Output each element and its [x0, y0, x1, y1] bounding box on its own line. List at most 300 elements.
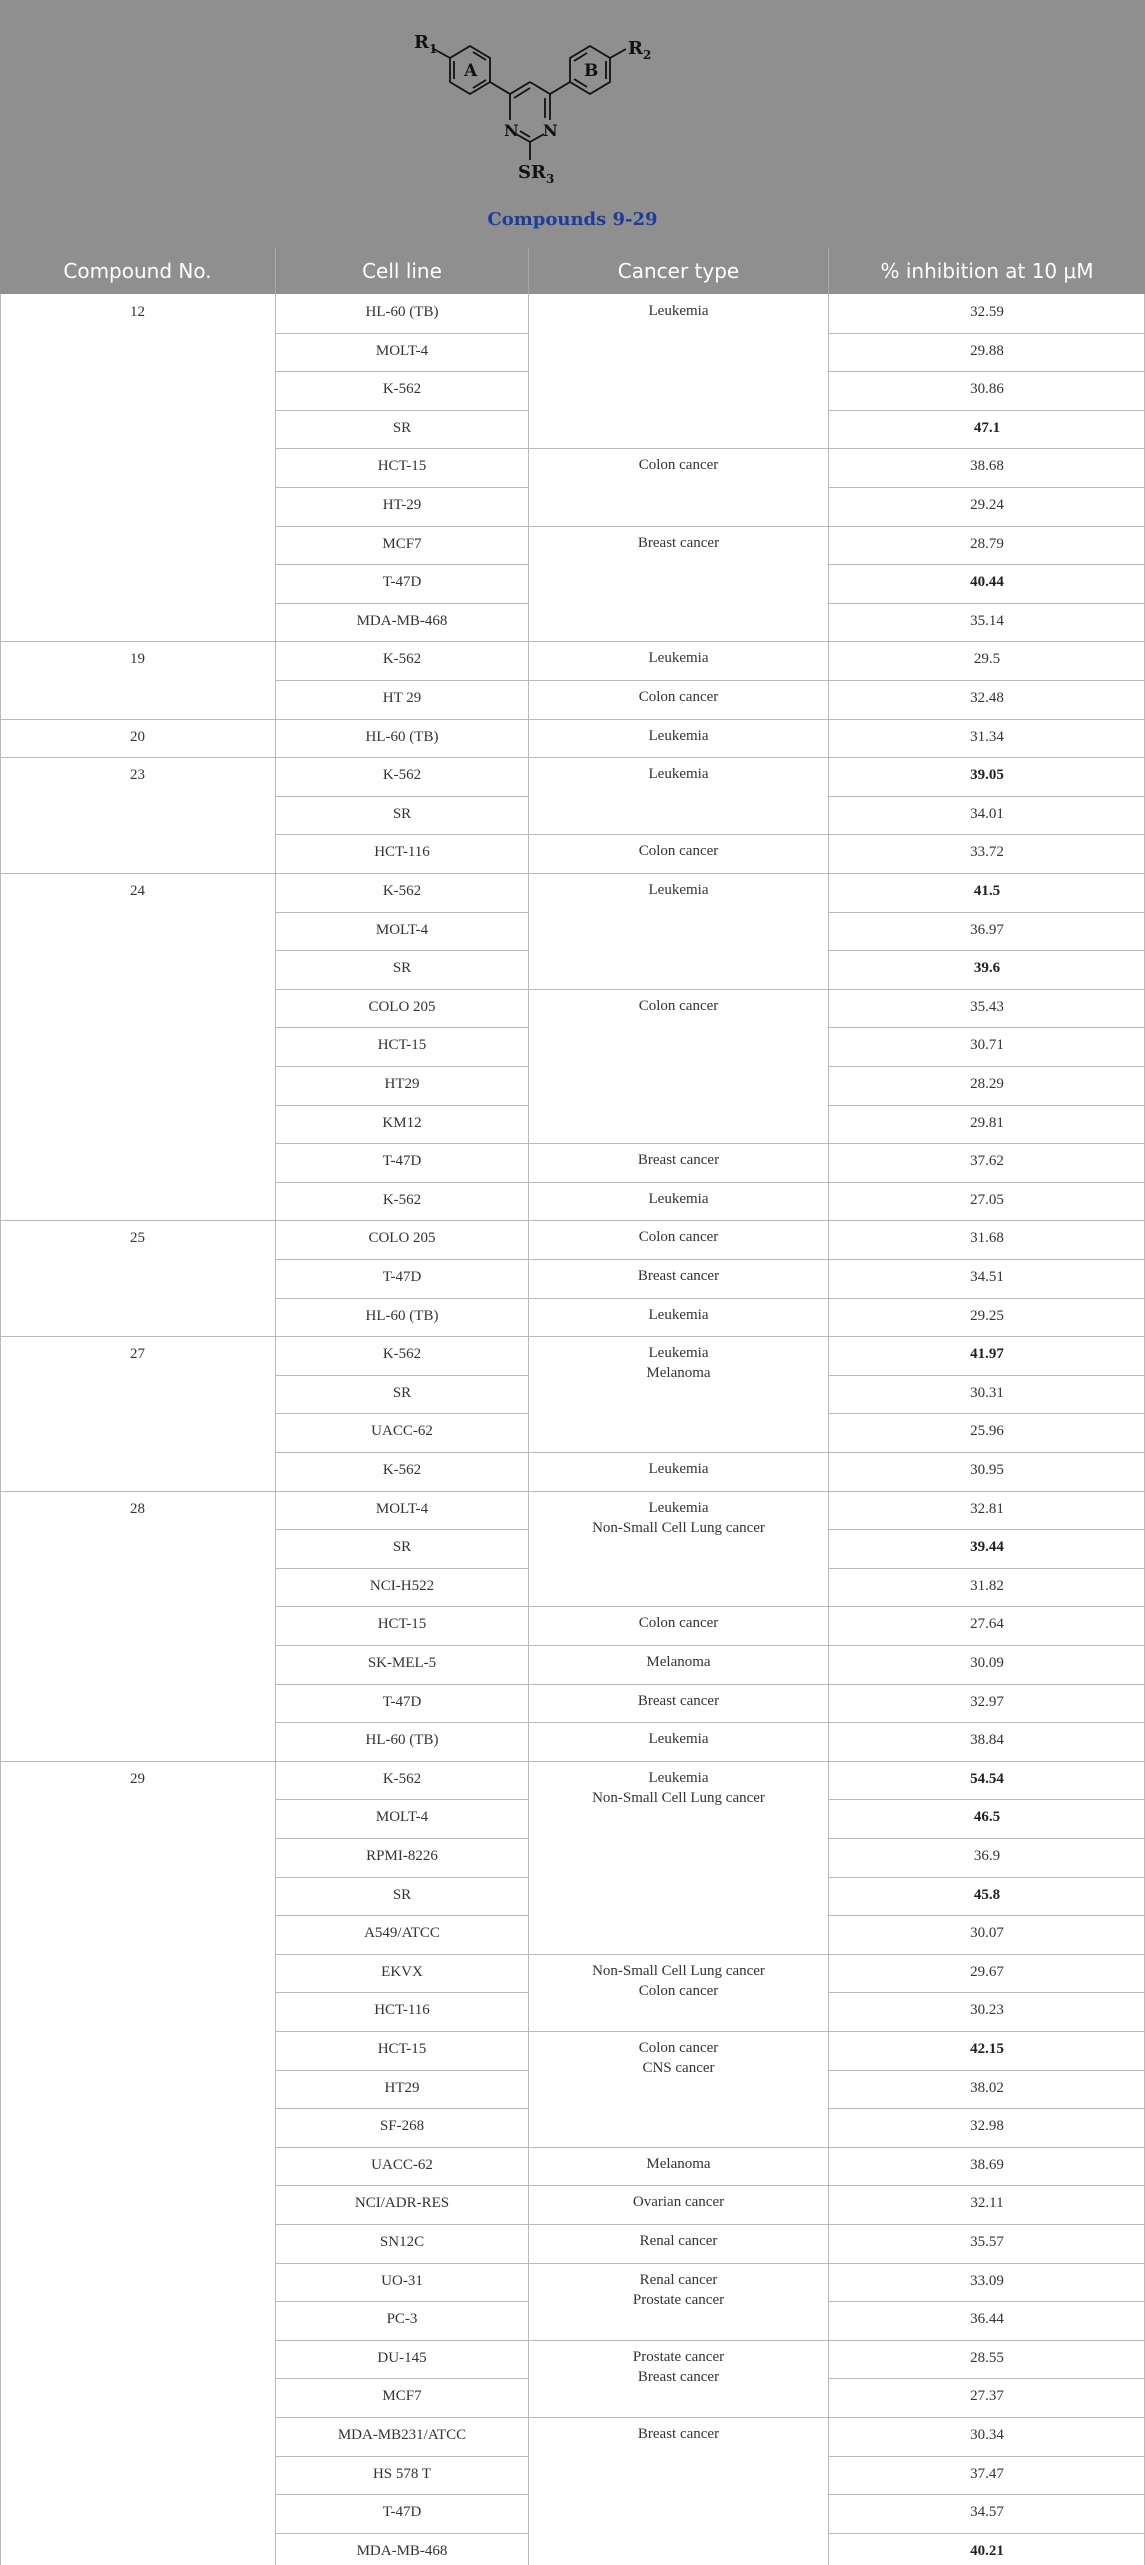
- cell-line: EKVX: [381, 1963, 423, 1980]
- compounds-caption: Compounds 9-29: [487, 209, 658, 230]
- n-left-label: N: [504, 121, 519, 140]
- cell-line: UO-31: [381, 2272, 423, 2289]
- inhibition-value: 29.25: [970, 1307, 1004, 1324]
- grid-line: [276, 796, 528, 797]
- cell-line: T-47D: [382, 2504, 422, 2521]
- grid-line: [829, 1105, 1145, 1106]
- inhibition-value: 32.98: [970, 2118, 1004, 2135]
- cell-line: HL-60 (TB): [365, 728, 439, 745]
- compound-number: 19: [130, 651, 145, 668]
- grid-line: [829, 796, 1145, 797]
- sr3-label: $SR_3$: [518, 162, 555, 186]
- grid-line: [829, 1027, 1145, 1028]
- grid-line: [276, 989, 528, 990]
- inhibition-value: 28.55: [970, 2349, 1004, 2366]
- grid-line: [529, 2417, 828, 2418]
- grid-line: [529, 680, 828, 681]
- grid-line: [829, 1529, 1145, 1530]
- inhibition-value: 36.97: [970, 921, 1004, 938]
- grid-line: [829, 1838, 1145, 1839]
- grid-line: [829, 1684, 1145, 1685]
- header-cell-line: Cell line: [362, 259, 442, 283]
- table-header-row: [0, 248, 1145, 294]
- cancer-type: Colon cancer: [638, 1982, 719, 1999]
- inhibition-value: 31.68: [970, 1230, 1004, 1247]
- cancer-type: Leukemia: [648, 882, 709, 898]
- grid-line: [529, 1954, 828, 1955]
- grid-line: [276, 333, 528, 334]
- cancer-type: Breast cancer: [637, 1692, 720, 1709]
- cell-line: HL-60 (TB): [365, 1307, 439, 1324]
- inhibition-value: 32.97: [970, 1693, 1004, 1710]
- grid-line: [276, 487, 528, 488]
- inhibition-value: 32.59: [970, 304, 1004, 320]
- grid-line: [529, 989, 828, 990]
- grid-line: [529, 526, 828, 527]
- inhibition-value: 41.5: [973, 883, 1001, 899]
- grid-line: [0, 1220, 1145, 1221]
- grid-line: [829, 1606, 1145, 1607]
- grid-line: [529, 2031, 828, 2032]
- grid-line: [829, 2417, 1145, 2418]
- cancer-type: Renal cancer: [639, 2271, 718, 2288]
- ring-b-label: B: [584, 61, 599, 81]
- grid-line: [276, 1954, 528, 1955]
- cell-line: SF-268: [379, 2118, 425, 2135]
- inhibition-value: 27.05: [970, 1191, 1004, 1208]
- inhibition-value: 47.1: [973, 419, 1001, 436]
- cancer-type: Non-Small Cell Lung cancer: [592, 1519, 765, 1536]
- grid-line: [829, 2263, 1145, 2264]
- inhibition-value: 30.09: [970, 1655, 1004, 1671]
- inhibition-value: 29.5: [973, 651, 1001, 668]
- grid-line: [0, 719, 1145, 720]
- cell-line: UACC-62: [371, 2156, 433, 2173]
- grid-line: [276, 448, 528, 449]
- compound-number: 29: [130, 1770, 145, 1787]
- grid-line: [829, 2340, 1145, 2341]
- inhibition-value: 38.69: [970, 2156, 1004, 2173]
- cancer-type: Renal cancer: [639, 2233, 718, 2249]
- cell-line: HT-29: [382, 497, 422, 513]
- grid-line: [276, 680, 528, 681]
- compound-number: 25: [130, 1230, 145, 1247]
- grid-line: [529, 1452, 828, 1453]
- cancer-type: Leukemia: [648, 650, 709, 667]
- cell-line: NCI-H522: [369, 1577, 435, 1594]
- compound-number: 28: [130, 1500, 145, 1517]
- cancer-type: Colon cancer: [638, 1615, 719, 1632]
- cell-line: HCT-116: [374, 2002, 430, 2019]
- cell-line: T-47D: [382, 574, 422, 591]
- inhibition-value: 38.84: [970, 1732, 1004, 1749]
- grid-line: [276, 1838, 528, 1839]
- grid-line: [529, 448, 828, 449]
- grid-line: [276, 526, 528, 527]
- inhibition-value: 32.48: [970, 690, 1004, 706]
- grid-line: [276, 1027, 528, 1028]
- inhibition-value: 40.21: [970, 2542, 1004, 2559]
- cell-line: HCT-15: [377, 458, 427, 475]
- cancer-type: Leukemia: [648, 303, 709, 319]
- cell-line: MOLT-4: [375, 1500, 429, 1517]
- cell-line: A549/ATCC: [364, 1925, 440, 1942]
- grid-line: [829, 1799, 1145, 1800]
- cancer-type: Breast cancer: [637, 1268, 720, 1284]
- cancer-type: Leukemia: [648, 1731, 709, 1748]
- grid-line: [529, 2340, 828, 2341]
- cell-line: K-562: [382, 1770, 422, 1787]
- grid-line: [829, 1992, 1145, 1993]
- cell-line: MOLT-4: [375, 921, 429, 938]
- grid-line: [829, 1413, 1145, 1414]
- grid-line: [529, 1298, 828, 1299]
- cancer-type: Colon cancer: [638, 457, 719, 474]
- cell-line: COLO 205: [368, 1230, 436, 1247]
- inhibition-value: 41.97: [970, 1346, 1004, 1363]
- grid-line: [829, 1298, 1145, 1299]
- cell-line: T-47D: [382, 1153, 422, 1170]
- cell-line: DU-145: [377, 2349, 427, 2366]
- grid-line: [276, 950, 528, 951]
- inhibition-value: 29.67: [970, 1963, 1004, 1980]
- cell-line: HL-60 (TB): [365, 1732, 439, 1749]
- cancer-type: Breast cancer: [637, 2368, 720, 2385]
- cancer-type: Melanoma: [646, 1365, 711, 1382]
- cell-line: HT 29: [382, 690, 422, 706]
- cell-line: SN12C: [379, 2234, 425, 2250]
- cancer-type: Non-Small Cell Lung cancer: [592, 1789, 765, 1806]
- inhibition-value: 36.9: [973, 1848, 1001, 1864]
- cancer-type: Prostate cancer: [632, 2348, 725, 2365]
- grid-line: [528, 294, 529, 2565]
- grid-line: [276, 1915, 528, 1916]
- grid-line: [829, 603, 1145, 604]
- grid-line: [276, 2070, 528, 2071]
- cell-line: HCT-15: [377, 1037, 427, 1054]
- grid-line: [829, 834, 1145, 835]
- grid-line: [529, 1684, 828, 1685]
- cell-line: HCT-15: [377, 1616, 427, 1633]
- cell-line: SR: [392, 805, 412, 822]
- cancer-type: Leukemia: [648, 727, 709, 744]
- grid-line: [829, 1452, 1145, 1453]
- grid-line: [829, 950, 1145, 951]
- cancer-type: Breast cancer: [637, 534, 720, 551]
- grid-line: [0, 873, 1145, 874]
- ring-a-label: A: [464, 61, 478, 81]
- cell-line: SR: [392, 1384, 412, 1401]
- cancer-type: Colon cancer: [638, 843, 719, 860]
- grid-line: [529, 1722, 828, 1723]
- grid-line: [0, 1336, 1145, 1337]
- cell-line: HT29: [384, 1076, 420, 1092]
- grid-line: [0, 757, 1145, 758]
- compound-number: 27: [130, 1346, 145, 1363]
- grid-line: [829, 487, 1145, 488]
- table-body: [0, 294, 1145, 2565]
- grid-line: [829, 2378, 1145, 2379]
- grid-line: [276, 1606, 528, 1607]
- cell-line: K-562: [382, 883, 422, 899]
- grid-line: [829, 1143, 1145, 1144]
- grid-line: [276, 912, 528, 913]
- cell-line: SR: [392, 1539, 412, 1556]
- grid-line: [276, 1413, 528, 1414]
- grid-line: [276, 1298, 528, 1299]
- grid-line: [529, 2147, 828, 2148]
- grid-line: [275, 294, 276, 2565]
- grid-line: [276, 603, 528, 604]
- grid-line: [829, 1066, 1145, 1067]
- inhibition-value: 35.57: [970, 2234, 1004, 2250]
- inhibition-value: 30.95: [970, 1462, 1004, 1478]
- cell-line: MDA-MB-468: [356, 612, 448, 629]
- grid-line: [829, 1722, 1145, 1723]
- compound-number: 23: [130, 767, 145, 784]
- inhibition-value: 42.15: [970, 2041, 1004, 2057]
- grid-line: [276, 1799, 528, 1800]
- grid-line: [828, 294, 829, 2565]
- cancer-type: Breast cancer: [637, 1152, 720, 1169]
- cancer-type: CNS cancer: [642, 2060, 715, 2076]
- grid-line: [276, 2031, 528, 2032]
- grid-line: [276, 410, 528, 411]
- grid-line: [829, 2147, 1145, 2148]
- inhibition-value: 29.88: [970, 342, 1004, 359]
- cell-line: MDA-MB-468: [356, 2542, 448, 2559]
- inhibition-value: 37.47: [970, 2465, 1004, 2482]
- cell-line: MDA-MB231/ATCC: [337, 2427, 467, 2443]
- grid-line: [529, 834, 828, 835]
- grid-line: [529, 1143, 828, 1144]
- cancer-type: Non-Small Cell Lung cancer: [592, 1962, 765, 1979]
- header-inhibition: % inhibition at 10 μM: [880, 259, 1094, 283]
- r2-label: $R_2$: [628, 38, 652, 62]
- grid-line: [276, 2263, 528, 2264]
- cancer-type: Leukemia: [648, 1345, 709, 1362]
- inhibition-value: 31.34: [970, 728, 1004, 745]
- grid-line: [829, 2456, 1145, 2457]
- inhibition-value: 30.07: [970, 1925, 1004, 1942]
- inhibition-value: 34.01: [970, 805, 1004, 822]
- compound-number: 24: [130, 883, 145, 899]
- grid-line: [276, 2378, 528, 2379]
- grid-line: [0, 1761, 1145, 1762]
- cell-line: SR: [392, 960, 412, 977]
- grid-line: [829, 564, 1145, 565]
- grid-line: [276, 1452, 528, 1453]
- structure-banner: [0, 0, 1145, 248]
- grid-line: [829, 2070, 1145, 2071]
- grid-line: [829, 2108, 1145, 2109]
- grid-line: [829, 1877, 1145, 1878]
- inhibition-value: 27.64: [970, 1616, 1004, 1633]
- inhibition-value: 36.44: [970, 2311, 1004, 2328]
- grid-line: [829, 448, 1145, 449]
- inhibition-value: 32.11: [970, 2195, 1004, 2212]
- grid-line: [529, 1182, 828, 1183]
- grid-line: [276, 371, 528, 372]
- inhibition-value: 38.02: [970, 2079, 1004, 2096]
- cell-line: UACC-62: [371, 1423, 433, 1440]
- inhibition-value: 34.51: [970, 1269, 1004, 1285]
- cancer-type: Colon cancer: [638, 997, 719, 1014]
- inhibition-value: 35.14: [970, 612, 1004, 629]
- grid-line: [829, 2533, 1145, 2534]
- inhibition-value: 30.34: [970, 2427, 1004, 2443]
- grid-line: [529, 1645, 828, 1646]
- grid-line: [529, 2185, 828, 2186]
- cell-line: K-562: [382, 381, 422, 398]
- grid-line: [276, 1259, 528, 1260]
- grid-line: [276, 2301, 528, 2302]
- header-compound-no: Compound No.: [63, 259, 212, 283]
- cancer-type: Leukemia: [648, 766, 709, 783]
- grid-line: [276, 1992, 528, 1993]
- inhibition-value: 30.86: [970, 381, 1004, 398]
- inhibition-value: 33.72: [970, 844, 1004, 861]
- grid-line: [829, 1259, 1145, 1260]
- cancer-type: Prostate cancer: [632, 2291, 725, 2308]
- grid-line: [529, 1606, 828, 1607]
- inhibition-value: 29.24: [970, 497, 1004, 513]
- r1-label: $R_1$: [414, 32, 438, 56]
- cell-line: SR: [392, 419, 412, 436]
- grid-line: [829, 333, 1145, 334]
- grid-line: [829, 1954, 1145, 1955]
- inhibition-value: 30.71: [970, 1037, 1004, 1054]
- inhibition-value: 54.54: [970, 1770, 1004, 1787]
- cell-line: K-562: [382, 767, 422, 784]
- grid-line: [529, 1259, 828, 1260]
- cell-line: KM12: [382, 1114, 422, 1131]
- grid-line: [276, 1722, 528, 1723]
- inhibition-value: 40.44: [970, 574, 1004, 591]
- cell-line: COLO 205: [368, 998, 436, 1015]
- cancer-type: Leukemia: [648, 1499, 709, 1516]
- grid-line: [276, 1568, 528, 1569]
- grid-line: [829, 2224, 1145, 2225]
- cell-line: T-47D: [382, 1269, 422, 1285]
- compound-number: 20: [130, 728, 145, 745]
- grid-line: [0, 641, 1145, 642]
- grid-line: [829, 989, 1145, 990]
- grid-line: [276, 2185, 528, 2186]
- grid-line: [276, 2417, 528, 2418]
- cell-line: SR: [392, 1886, 412, 1903]
- inhibition-value: 27.37: [970, 2388, 1004, 2405]
- inhibition-value: 35.43: [970, 998, 1004, 1015]
- inhibition-value: 31.82: [970, 1577, 1004, 1594]
- inhibition-value: 45.8: [973, 1886, 1001, 1903]
- cell-line: HT29: [384, 2079, 420, 2096]
- cancer-type: Ovarian cancer: [632, 2194, 725, 2211]
- grid-line: [829, 2185, 1145, 2186]
- inhibition-value: 34.57: [970, 2504, 1004, 2521]
- inhibition-value: 33.09: [970, 2272, 1004, 2289]
- grid-line: [829, 1568, 1145, 1569]
- inhibition-value: 25.96: [970, 1423, 1004, 1440]
- cell-line: SK-MEL-5: [367, 1655, 437, 1671]
- grid-line: [276, 2494, 528, 2495]
- grid-line: [276, 2224, 528, 2225]
- inhibition-value: 37.62: [970, 1153, 1004, 1170]
- cell-line: MCF7: [382, 535, 422, 552]
- grid-line: [0, 1491, 1145, 1492]
- cell-line: RPMI-8226: [366, 1848, 438, 1864]
- grid-line: [276, 1182, 528, 1183]
- inhibition-value: 39.05: [970, 767, 1004, 784]
- grid-line: [829, 2301, 1145, 2302]
- grid-line: [276, 1877, 528, 1878]
- grid-line: [829, 912, 1145, 913]
- grid-line: [276, 1684, 528, 1685]
- grid-line: [276, 2108, 528, 2109]
- inhibition-value: 28.79: [970, 535, 1004, 552]
- chemical-structure-diagram: [380, 18, 780, 208]
- n-right-label: N: [543, 121, 558, 140]
- cancer-type: Melanoma: [646, 1654, 711, 1670]
- grid-line: [276, 2147, 528, 2148]
- inhibition-value: 30.31: [970, 1384, 1004, 1401]
- grid-line: [276, 1066, 528, 1067]
- cell-line: K-562: [382, 1191, 422, 1208]
- grid-line: [276, 2340, 528, 2341]
- cell-line: NCI/ADR-RES: [354, 2195, 450, 2212]
- grid-line: [276, 2456, 528, 2457]
- header-cancer-type: Cancer type: [617, 259, 740, 283]
- grid-line: [829, 1182, 1145, 1183]
- cancer-type: Leukemia: [648, 1190, 709, 1207]
- grid-line: [829, 371, 1145, 372]
- grid-line: [276, 2533, 528, 2534]
- cell-line: K-562: [382, 651, 422, 668]
- cancer-type: Leukemia: [648, 1461, 709, 1477]
- inhibition-value: 30.23: [970, 2002, 1004, 2019]
- grid-line: [829, 410, 1145, 411]
- cell-line: HCT-15: [377, 2041, 427, 2057]
- grid-line: [276, 564, 528, 565]
- cell-line: HS 578 T: [372, 2465, 432, 2482]
- grid-line: [529, 2263, 828, 2264]
- grid-line: [829, 680, 1145, 681]
- compound-number: 12: [130, 304, 145, 320]
- grid-line: [829, 526, 1145, 527]
- cell-line: PC-3: [386, 2311, 418, 2328]
- grid-line: [829, 2031, 1145, 2032]
- cell-line: HCT-116: [374, 844, 430, 861]
- grid-line: [829, 1375, 1145, 1376]
- inhibition-value: 29.81: [970, 1114, 1004, 1131]
- inhibition-value: 39.6: [973, 960, 1001, 977]
- cancer-type: Melanoma: [646, 2155, 711, 2172]
- inhibition-value: 39.44: [970, 1539, 1004, 1556]
- grid-line: [529, 2224, 828, 2225]
- cancer-type: Colon cancer: [638, 1229, 719, 1246]
- grid-line: [276, 1375, 528, 1376]
- inhibition-value: 28.29: [970, 1076, 1004, 1092]
- grid-line: [0, 294, 1, 2565]
- grid-line: [276, 834, 528, 835]
- grid-line: [829, 1645, 1145, 1646]
- cell-line: K-562: [382, 1462, 422, 1478]
- grid-line: [276, 1529, 528, 1530]
- cancer-type: Leukemia: [648, 1769, 709, 1786]
- cell-line: MOLT-4: [375, 1809, 429, 1826]
- cell-line: K-562: [382, 1346, 422, 1363]
- inhibition-value: 32.81: [970, 1500, 1004, 1517]
